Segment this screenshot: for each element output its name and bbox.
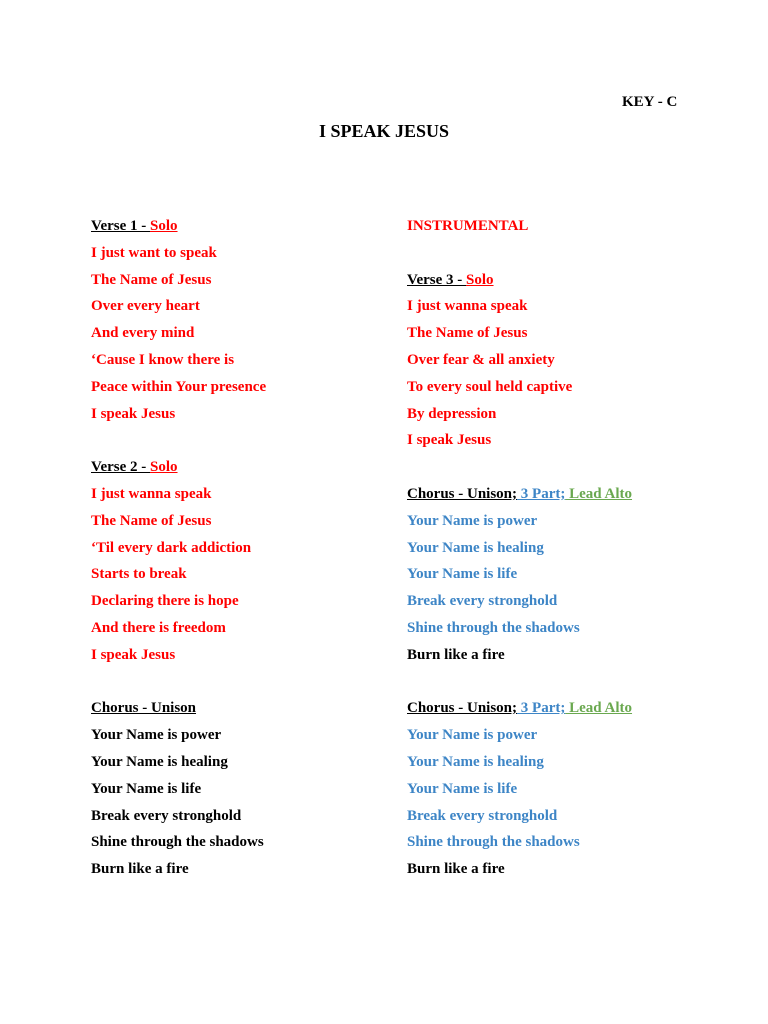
lyric-line: Break every stronghold — [407, 807, 558, 824]
lyric-line: Your Name is healing — [407, 539, 544, 556]
lyric-line: Your Name is power — [407, 512, 538, 529]
lyrics-column-left — [91, 213, 411, 883]
lyric-line: Your Name is power — [91, 727, 222, 744]
lyric-line: Over every heart — [91, 298, 200, 315]
song-key: KEY - C — [622, 94, 678, 110]
lyric-line: The Name of Jesus — [407, 325, 528, 342]
lyric-line: I just wanna speak — [91, 485, 212, 502]
lyric-line: Break every stronghold — [407, 593, 558, 610]
lyric-line: Your Name is healing — [407, 753, 544, 770]
spacer — [407, 240, 727, 267]
lyric-line: Starts to break — [91, 566, 187, 583]
lyric-line: And every mind — [91, 325, 195, 342]
lyric-line: Shine through the shadows — [91, 834, 264, 851]
lyric-line: I just wanna speak — [407, 298, 528, 315]
lyric-line: ‘Til every dark addiction — [91, 539, 252, 556]
verse-3-heading — [407, 267, 727, 294]
lyric-line: I speak Jesus — [91, 646, 176, 663]
chorus-1-label: Chorus - Unison — [91, 700, 197, 717]
verse-1-heading — [91, 213, 411, 240]
verse-2-heading — [91, 454, 411, 481]
lyric-line: And there is freedom — [91, 619, 226, 636]
chorus-3-label: Chorus - Unison; — [407, 700, 518, 717]
spacer — [407, 669, 727, 696]
lyrics-column-right — [407, 213, 727, 883]
chorus-3-part-lead-alto: Lead Alto — [565, 700, 633, 717]
chorus-2-heading — [407, 481, 727, 508]
spacer — [91, 669, 411, 696]
lyric-line: Shine through the shadows — [407, 619, 580, 636]
lyric-line: Shine through the shadows — [407, 834, 580, 851]
verse-1-label: Verse 1 - — [91, 218, 151, 234]
verse-3-label: Verse 3 - — [407, 271, 467, 288]
lyric-line: Your Name is power — [407, 727, 538, 744]
lyric-line: I just want to speak — [91, 244, 217, 261]
lyric-line: Over fear & all anxiety — [407, 351, 555, 368]
lyric-line: Your Name is life — [407, 780, 518, 797]
lyric-line: The Name of Jesus — [91, 271, 212, 288]
chorus-2-part-3-part: 3 Part; — [517, 485, 566, 502]
verse-2-label: Verse 2 - — [91, 459, 151, 476]
lyric-line: The Name of Jesus — [91, 512, 212, 529]
chorus-3-heading — [407, 695, 727, 722]
spacer — [407, 454, 727, 481]
instrumental-label: INSTRUMENTAL — [407, 218, 529, 234]
lyric-line: Your Name is healing — [91, 753, 228, 770]
lyric-line: ‘Cause I know there is — [91, 351, 235, 368]
lyric-line: Declaring there is hope — [91, 593, 239, 610]
chorus-2-part-lead-alto: Lead Alto — [565, 485, 633, 502]
verse-1-part: Solo — [150, 218, 178, 234]
spacer — [91, 427, 411, 454]
lyric-line: I speak Jesus — [407, 432, 492, 449]
lyric-line: I speak Jesus — [91, 405, 176, 422]
lyric-line: Your Name is life — [407, 566, 518, 583]
verse-2-part: Solo — [150, 459, 178, 476]
lyric-line: To every soul held captive — [407, 378, 573, 395]
lyric-line: Burn like a fire — [91, 861, 189, 878]
lyric-line: Peace within Your presence — [91, 378, 267, 395]
chorus-2-label: Chorus - Unison; — [407, 485, 518, 502]
lyric-line: Burn like a fire — [407, 861, 505, 878]
lyric-line: Break every stronghold — [91, 807, 242, 824]
lyric-line: By depression — [407, 405, 497, 422]
chorus-1-heading — [91, 695, 411, 722]
lyric-line: Burn like a fire — [407, 646, 505, 663]
song-title: I SPEAK JESUS — [318, 121, 450, 141]
lyric-line: Your Name is life — [91, 780, 202, 797]
chorus-3-part-3-part: 3 Part; — [517, 700, 566, 717]
verse-3-part: Solo — [466, 271, 494, 288]
